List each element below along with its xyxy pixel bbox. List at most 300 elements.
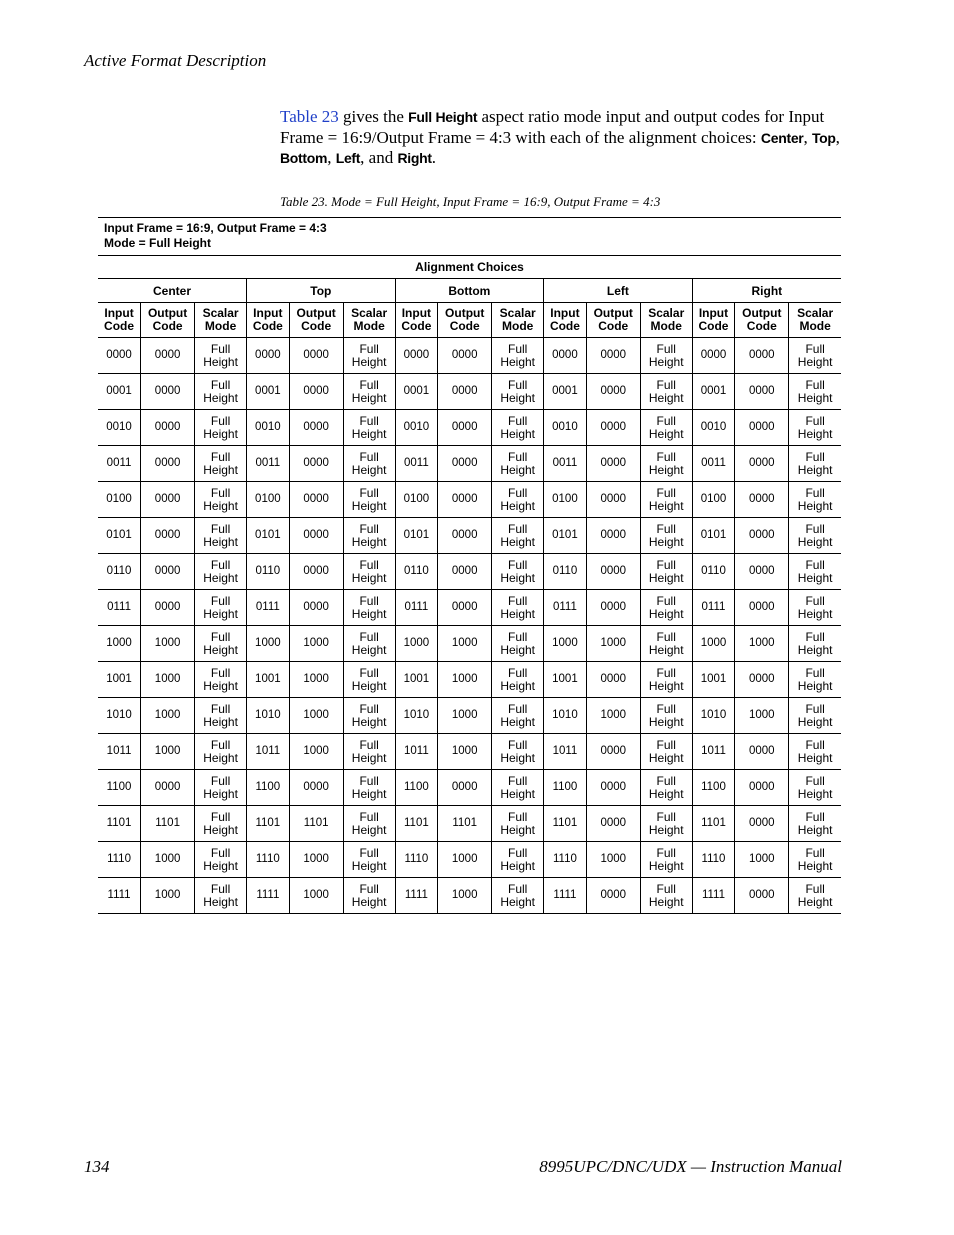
scalar-mode-line: Full (805, 809, 825, 824)
scalar-mode-line: Full (210, 449, 231, 464)
output-code-cell: 1000 (289, 662, 343, 698)
input-code-cell: 1111 (247, 878, 290, 914)
scalar-mode-line: Height (648, 894, 684, 909)
scalar-mode-cell (789, 734, 841, 770)
input-code-cell: 1011 (98, 734, 141, 770)
input-code-cell: 0111 (544, 590, 587, 626)
scalar-mode-line: Height (648, 750, 684, 765)
scalar-mode-line: Height (500, 822, 536, 837)
output-code-cell: 0000 (735, 482, 789, 518)
scalar-mode-line: Height (500, 678, 536, 693)
scalar-mode-cell (343, 590, 395, 626)
scalar-mode-cell (343, 554, 395, 590)
scalar-mode-line: Height (351, 462, 387, 477)
alignment-row (98, 256, 841, 279)
output-code-cell: 1000 (438, 662, 492, 698)
input-code-cell: 0111 (692, 590, 735, 626)
input-code-cell: 0111 (98, 590, 141, 626)
scalar-mode-cell (640, 410, 692, 446)
input-code-header (395, 303, 438, 338)
scalar-mode-line: Full (508, 377, 528, 392)
scalar-mode-header-line: Scalar (648, 306, 685, 320)
scalar-mode-cell (195, 482, 247, 518)
scalar-mode-line: Height (797, 642, 833, 657)
scalar-mode-line: Height (351, 390, 387, 405)
output-code-cell: 1000 (438, 626, 492, 662)
scalar-mode-line: Height (203, 534, 238, 549)
scalar-mode-cell (789, 554, 841, 590)
scalar-mode-line: Height (203, 462, 238, 477)
output-code-cell: 1000 (438, 878, 492, 914)
input-code-cell: 0001 (247, 374, 290, 410)
scalar-mode-line: Height (797, 822, 833, 837)
input-code-cell: 1011 (692, 734, 735, 770)
scalar-mode-cell (492, 410, 544, 446)
separator: , (327, 148, 336, 167)
output-code-cell: 0000 (141, 770, 195, 806)
input-code-cell: 0110 (544, 554, 587, 590)
scalar-mode-line: Full (359, 377, 379, 392)
output-code-cell: 1000 (438, 698, 492, 734)
input-code-cell: 1000 (98, 626, 141, 662)
input-code-cell: 1111 (544, 878, 587, 914)
input-code-cell: 0010 (692, 410, 735, 446)
scalar-mode-cell (492, 374, 544, 410)
output-code-header-line: Output (296, 306, 336, 320)
input-code-cell: 0100 (692, 482, 735, 518)
group-header-top: Top (247, 279, 396, 303)
scalar-mode-line: Full (359, 449, 379, 464)
scalar-mode-line: Height (203, 678, 238, 693)
scalar-mode-header (640, 303, 692, 338)
scalar-mode-line: Full (656, 665, 676, 680)
scalar-mode-line: Full (210, 845, 231, 860)
scalar-mode-line: Height (797, 750, 833, 765)
scalar-mode-cell (343, 842, 395, 878)
scalar-mode-cell (789, 770, 841, 806)
output-code-cell: 0000 (141, 338, 195, 374)
input-code-header-line: Input (253, 306, 283, 320)
input-code-cell: 1011 (247, 734, 290, 770)
output-code-header (735, 303, 789, 338)
scalar-mode-line: Full (210, 521, 231, 536)
scalar-mode-line: Height (797, 678, 833, 693)
table-row (98, 554, 841, 590)
scalar-mode-line: Full (656, 557, 676, 572)
output-code-cell: 1000 (586, 626, 640, 662)
output-code-cell: 0000 (438, 554, 492, 590)
output-code-cell: 0000 (141, 590, 195, 626)
output-code-cell: 0000 (735, 338, 789, 374)
output-code-cell: 1000 (141, 842, 195, 878)
scalar-mode-line: Full (210, 341, 231, 356)
codes-table (98, 256, 841, 914)
input-code-cell: 0100 (98, 482, 141, 518)
output-code-cell: 1000 (735, 698, 789, 734)
scalar-mode-cell (195, 734, 247, 770)
table-row (98, 410, 841, 446)
table-heading-line2: Mode = Full Height (104, 236, 211, 250)
scalar-mode-line: Full (805, 881, 825, 896)
output-code-cell: 1101 (141, 806, 195, 842)
output-code-cell: 0000 (438, 590, 492, 626)
scalar-mode-header (789, 303, 841, 338)
input-code-cell: 0101 (98, 518, 141, 554)
output-code-cell: 1000 (141, 626, 195, 662)
scalar-mode-line: Height (351, 786, 387, 801)
intro-text: aspect ratio mode input and output codes for Input Frame = 16:9/Output Frame = 4:3 with each of the alignment choices: (280, 107, 825, 147)
input-code-cell: 0001 (98, 374, 141, 410)
scalar-mode-line: Height (648, 714, 684, 729)
output-code-cell: 0000 (289, 374, 343, 410)
input-code-cell: 1111 (692, 878, 735, 914)
output-code-cell: 0000 (586, 338, 640, 374)
scalar-mode-cell (640, 662, 692, 698)
table-row (98, 770, 841, 806)
scalar-mode-line: Height (797, 894, 833, 909)
scalar-mode-cell (195, 446, 247, 482)
input-code-cell: 0000 (98, 338, 141, 374)
scalar-mode-line: Height (648, 498, 684, 513)
output-code-cell: 0000 (586, 878, 640, 914)
scalar-mode-line: Height (351, 570, 387, 585)
output-code-header (586, 303, 640, 338)
group-header-bottom: Bottom (395, 279, 544, 303)
input-code-cell: 1000 (247, 626, 290, 662)
scalar-mode-line: Height (797, 570, 833, 585)
table-row (98, 662, 841, 698)
scalar-mode-cell (492, 842, 544, 878)
scalar-mode-line: Full (656, 773, 676, 788)
scalar-mode-line: Full (805, 737, 825, 752)
scalar-mode-line: Height (500, 390, 536, 405)
scalar-mode-line: Full (805, 521, 825, 536)
scalar-mode-cell (343, 734, 395, 770)
scalar-mode-cell (343, 410, 395, 446)
output-code-cell: 1000 (586, 698, 640, 734)
input-code-header-line: Code (252, 319, 283, 333)
scalar-mode-line: Full (210, 701, 231, 716)
output-code-cell: 0000 (735, 770, 789, 806)
input-code-cell: 0001 (692, 374, 735, 410)
separator: , (835, 127, 840, 147)
output-code-cell: 0000 (438, 446, 492, 482)
output-code-cell: 1000 (141, 698, 195, 734)
output-code-header-line: Code (152, 319, 183, 333)
input-code-cell: 1110 (544, 842, 587, 878)
output-code-cell: 0000 (289, 770, 343, 806)
input-code-header (692, 303, 735, 338)
output-code-header-line: Code (449, 319, 480, 333)
output-code-cell: 1000 (438, 734, 492, 770)
output-code-cell: 1000 (289, 878, 343, 914)
scalar-mode-line: Full (508, 629, 528, 644)
scalar-mode-line: Height (797, 858, 833, 873)
scalar-mode-line: Height (797, 354, 833, 369)
scalar-mode-line: Full (210, 485, 231, 500)
scalar-mode-header-line: Mode (650, 319, 682, 333)
output-code-cell: 0000 (438, 770, 492, 806)
scalar-mode-header (492, 303, 544, 338)
input-code-cell: 1010 (544, 698, 587, 734)
output-code-cell: 0000 (735, 446, 789, 482)
input-code-cell: 1000 (395, 626, 438, 662)
scalar-mode-line: Height (797, 606, 833, 621)
table-row (98, 590, 841, 626)
table-heading (98, 218, 841, 255)
scalar-mode-line: Height (500, 894, 536, 909)
scalar-mode-line: Height (797, 498, 833, 513)
input-code-cell: 1100 (692, 770, 735, 806)
table-row (98, 698, 841, 734)
input-code-cell: 1100 (544, 770, 587, 806)
input-code-cell: 1101 (247, 806, 290, 842)
scalar-mode-cell (789, 698, 841, 734)
input-code-cell: 1001 (692, 662, 735, 698)
output-code-cell: 0000 (586, 662, 640, 698)
output-code-cell: 1000 (141, 734, 195, 770)
input-code-cell: 0000 (395, 338, 438, 374)
scalar-mode-line: Full (656, 377, 676, 392)
scalar-mode-line: Height (351, 642, 387, 657)
separator: , (803, 127, 812, 147)
scalar-mode-line: Full (210, 737, 231, 752)
scalar-mode-cell (640, 338, 692, 374)
scalar-mode-line: Full (656, 737, 676, 752)
scalar-mode-line: Full (508, 341, 528, 356)
input-code-header-line: Input (104, 306, 134, 320)
scalar-mode-header (343, 303, 395, 338)
scalar-mode-line: Height (351, 714, 387, 729)
output-code-cell: 0000 (735, 590, 789, 626)
table-row (98, 842, 841, 878)
input-code-header (544, 303, 587, 338)
input-code-cell: 1010 (98, 698, 141, 734)
scalar-mode-cell (195, 698, 247, 734)
intro-paragraph (280, 107, 850, 169)
scalar-mode-cell (789, 626, 841, 662)
input-code-header (98, 303, 141, 338)
scalar-mode-line: Full (656, 809, 676, 824)
scalar-mode-line: Full (508, 521, 528, 536)
table-heading-line1: Input Frame = 16:9, Output Frame = 4:3 (104, 221, 327, 235)
scalar-mode-line: Height (351, 822, 387, 837)
input-code-cell: 0010 (395, 410, 438, 446)
scalar-mode-line: Height (351, 426, 387, 441)
scalar-mode-line: Height (648, 570, 684, 585)
output-code-cell: 1000 (438, 842, 492, 878)
scalar-mode-line: Height (203, 426, 238, 441)
output-code-cell: 0000 (586, 770, 640, 806)
scalar-mode-line: Height (203, 858, 238, 873)
scalar-mode-line: Height (351, 354, 387, 369)
scalar-mode-line: Full (508, 737, 528, 752)
scalar-mode-cell (640, 842, 692, 878)
input-code-cell: 0001 (544, 374, 587, 410)
output-code-cell: 1000 (289, 734, 343, 770)
scalar-mode-cell (492, 626, 544, 662)
input-code-cell: 1010 (247, 698, 290, 734)
output-code-cell: 1000 (141, 662, 195, 698)
scalar-mode-line: Height (351, 750, 387, 765)
scalar-mode-line: Full (805, 413, 825, 428)
table-row (98, 518, 841, 554)
input-code-cell: 0101 (247, 518, 290, 554)
scalar-mode-cell (640, 446, 692, 482)
scalar-mode-line: Height (203, 786, 238, 801)
input-code-cell: 0110 (692, 554, 735, 590)
scalar-mode-line: Height (797, 714, 833, 729)
scalar-mode-line: Full (805, 845, 825, 860)
scalar-mode-line: Height (203, 606, 238, 621)
scalar-mode-line: Full (805, 377, 825, 392)
scalar-mode-cell (195, 374, 247, 410)
scalar-mode-cell (195, 410, 247, 446)
scalar-mode-cell (492, 770, 544, 806)
output-code-cell: 1000 (586, 842, 640, 878)
input-code-cell: 1110 (247, 842, 290, 878)
input-code-cell: 1001 (395, 662, 438, 698)
input-code-cell: 0100 (247, 482, 290, 518)
table-row (98, 878, 841, 914)
scalar-mode-line: Full (210, 377, 231, 392)
input-code-cell: 0011 (98, 446, 141, 482)
scalar-mode-line: Height (500, 606, 536, 621)
scalar-mode-line: Height (500, 642, 536, 657)
output-code-cell: 1000 (735, 626, 789, 662)
scalar-mode-cell (343, 446, 395, 482)
scalar-mode-cell (640, 698, 692, 734)
input-code-header-line: Code (549, 319, 580, 333)
scalar-mode-line: Height (203, 750, 238, 765)
output-code-cell: 0000 (586, 806, 640, 842)
scalar-mode-line: Full (656, 521, 676, 536)
output-code-cell: 0000 (586, 590, 640, 626)
output-code-cell: 0000 (735, 662, 789, 698)
input-code-cell: 1000 (692, 626, 735, 662)
scalar-mode-cell (789, 878, 841, 914)
group-header-row (98, 279, 841, 303)
scalar-mode-line: Full (656, 449, 676, 464)
scalar-mode-line: Full (805, 557, 825, 572)
input-code-cell: 1110 (692, 842, 735, 878)
input-code-cell: 1100 (395, 770, 438, 806)
scalar-mode-cell (343, 698, 395, 734)
output-code-header-line: Code (301, 319, 332, 333)
output-code-cell: 0000 (289, 518, 343, 554)
output-code-cell: 0000 (141, 554, 195, 590)
output-code-cell: 0000 (735, 518, 789, 554)
scalar-mode-line: Full (805, 701, 825, 716)
scalar-mode-header-line: Mode (799, 319, 831, 333)
scalar-mode-line: Full (210, 881, 231, 896)
scalar-mode-line: Height (648, 642, 684, 657)
scalar-mode-line: Height (797, 786, 833, 801)
input-code-cell: 0101 (395, 518, 438, 554)
scalar-mode-cell (789, 662, 841, 698)
scalar-mode-line: Full (359, 737, 379, 752)
output-code-cell: 0000 (141, 518, 195, 554)
scalar-mode-line: Full (210, 809, 231, 824)
input-code-cell: 0100 (395, 482, 438, 518)
output-code-cell: 0000 (586, 374, 640, 410)
output-code-cell: 0000 (438, 518, 492, 554)
scalar-mode-cell (789, 518, 841, 554)
scalar-mode-cell (789, 446, 841, 482)
scalar-mode-line: Full (508, 845, 528, 860)
input-code-cell: 1111 (395, 878, 438, 914)
input-code-cell: 1001 (98, 662, 141, 698)
scalar-mode-cell (640, 518, 692, 554)
scalar-mode-cell (492, 662, 544, 698)
scalar-mode-line: Height (797, 426, 833, 441)
output-code-cell: 0000 (735, 806, 789, 842)
table-row (98, 482, 841, 518)
scalar-mode-line: Full (508, 881, 528, 896)
scalar-mode-line: Height (351, 894, 387, 909)
scalar-mode-line: Height (500, 750, 536, 765)
scalar-mode-cell (343, 374, 395, 410)
scalar-mode-line: Full (210, 557, 231, 572)
input-code-cell: 0110 (98, 554, 141, 590)
manual-title: 8995UPC/DNC/UDX — Instruction Manual (539, 1157, 842, 1176)
scalar-mode-line: Height (351, 858, 387, 873)
output-code-cell: 1000 (289, 698, 343, 734)
output-code-header-line: Output (445, 306, 485, 320)
input-code-cell: 0111 (395, 590, 438, 626)
scalar-mode-line: Height (203, 822, 238, 837)
scalar-mode-line: Height (648, 354, 684, 369)
input-code-cell: 1101 (98, 806, 141, 842)
choice-right: Right (397, 150, 432, 166)
page-number: 134 (84, 1157, 110, 1176)
scalar-mode-line: Height (500, 858, 536, 873)
input-code-cell: 0011 (544, 446, 587, 482)
scalar-mode-line: Height (500, 534, 536, 549)
scalar-mode-line: Full (805, 593, 825, 608)
scalar-mode-line: Full (210, 413, 231, 428)
scalar-mode-line: Full (656, 881, 676, 896)
scalar-mode-cell (640, 770, 692, 806)
scalar-mode-cell (789, 806, 841, 842)
scalar-mode-line: Full (210, 773, 231, 788)
output-code-cell: 0000 (289, 338, 343, 374)
output-code-cell: 1000 (141, 878, 195, 914)
scalar-mode-line: Height (797, 534, 833, 549)
input-code-cell: 1011 (395, 734, 438, 770)
scalar-mode-line: Full (359, 593, 379, 608)
input-code-cell: 0101 (692, 518, 735, 554)
scalar-mode-line: Full (508, 485, 528, 500)
scalar-mode-line: Full (656, 701, 676, 716)
table-23-link[interactable]: Table 23 (280, 107, 339, 126)
scalar-mode-header-line: Mode (502, 319, 534, 333)
scalar-mode-line: Full (805, 341, 825, 356)
scalar-mode-line: Height (648, 606, 684, 621)
input-code-header-line: Code (401, 319, 432, 333)
scalar-mode-line: Height (203, 894, 238, 909)
intro-text: gives the (338, 107, 409, 126)
scalar-mode-line: Full (656, 485, 676, 500)
scalar-mode-cell (789, 410, 841, 446)
input-code-cell: 1000 (544, 626, 587, 662)
output-code-cell: 0000 (735, 374, 789, 410)
column-header-row (98, 303, 841, 338)
output-code-cell: 0000 (141, 410, 195, 446)
scalar-mode-cell (195, 590, 247, 626)
scalar-mode-line: Full (508, 665, 528, 680)
running-header: Active Format Description (84, 51, 267, 70)
